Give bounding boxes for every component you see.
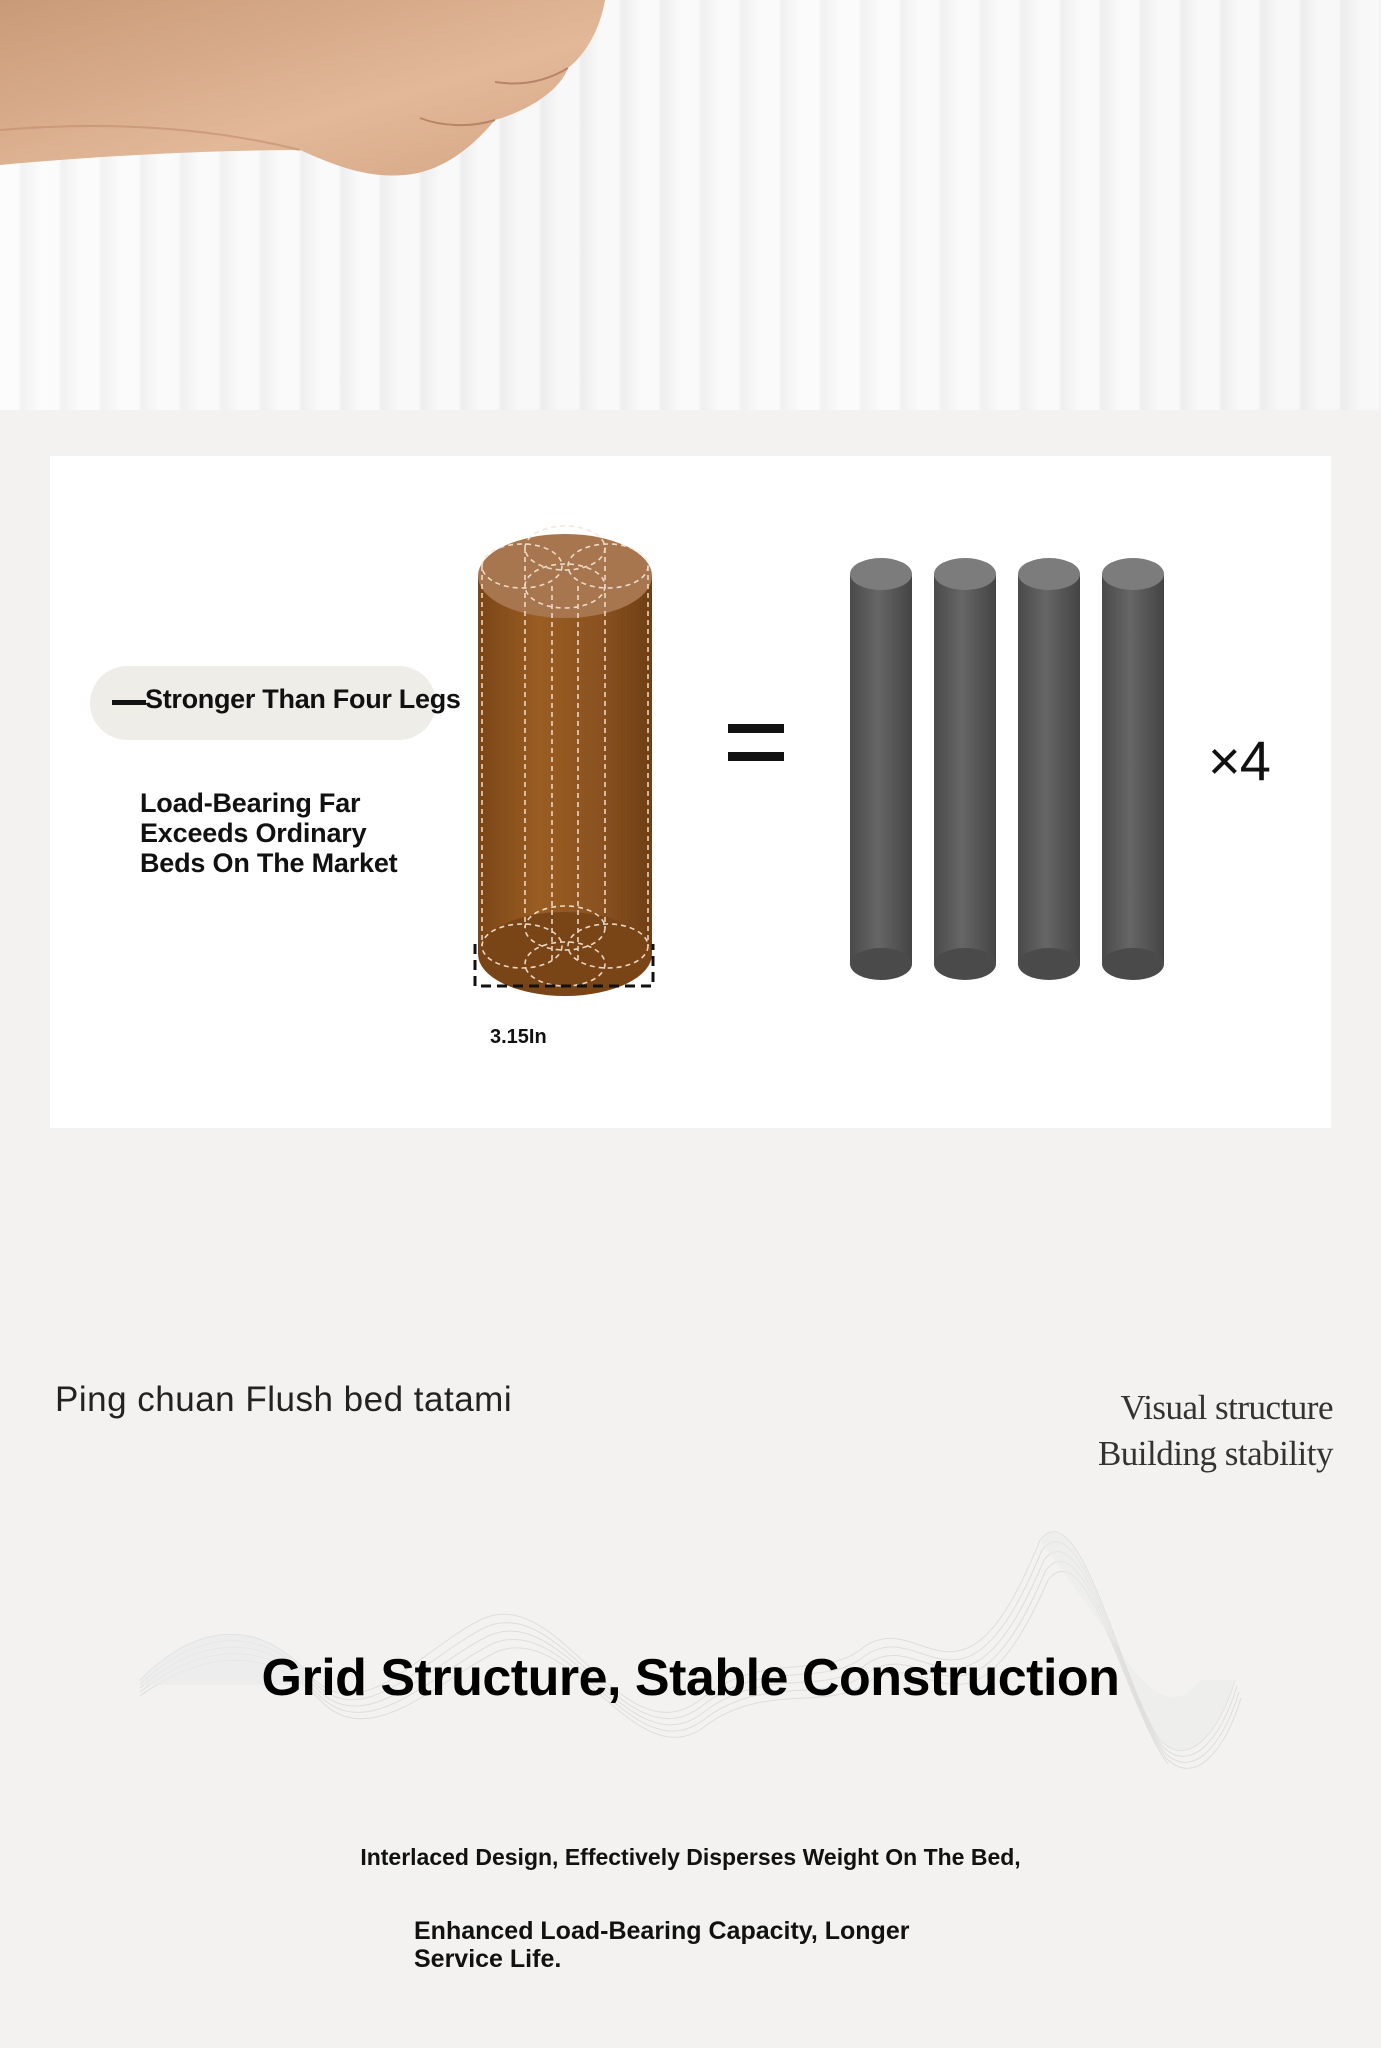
feature-heading: Grid Structure, Stable Construction xyxy=(261,1649,1120,1707)
comparison-illustration xyxy=(50,456,1331,1128)
comparison-card xyxy=(50,456,1331,1128)
steel-leg xyxy=(934,558,996,980)
dimension-label: 3.15In xyxy=(490,1026,547,1048)
steel-leg xyxy=(1102,558,1164,980)
tagline xyxy=(1098,1385,1333,1477)
tagline-line-1: Visual structure xyxy=(1120,1388,1333,1427)
feature-subtitle-2: Enhanced Load-Bearing Capacity, Longer Service Life. xyxy=(414,1917,910,1973)
steel-legs-group xyxy=(850,558,1164,980)
steel-leg xyxy=(850,558,912,980)
hand-illustration xyxy=(0,0,640,190)
wave-decoration xyxy=(0,1500,1381,1790)
equals-icon xyxy=(728,724,784,780)
steel-leg xyxy=(1018,558,1080,980)
multiplier-label: ×4 xyxy=(1208,729,1270,792)
hero-image xyxy=(0,0,1381,410)
load-bearing-text: Load-Bearing Far Exceeds Ordinary Beds On The Market xyxy=(140,788,398,878)
brand-title: Ping chuan Flush bed tatami xyxy=(55,1380,513,1419)
wood-leg-cylinder xyxy=(478,526,652,996)
tagline-line-2: Building stability xyxy=(1097,1434,1333,1473)
feature-subtitle-1: Interlaced Design, Effectively Disperses Weight On The Bed, xyxy=(360,1844,1021,1870)
pill-label: Stronger Than Four Legs xyxy=(145,684,461,714)
